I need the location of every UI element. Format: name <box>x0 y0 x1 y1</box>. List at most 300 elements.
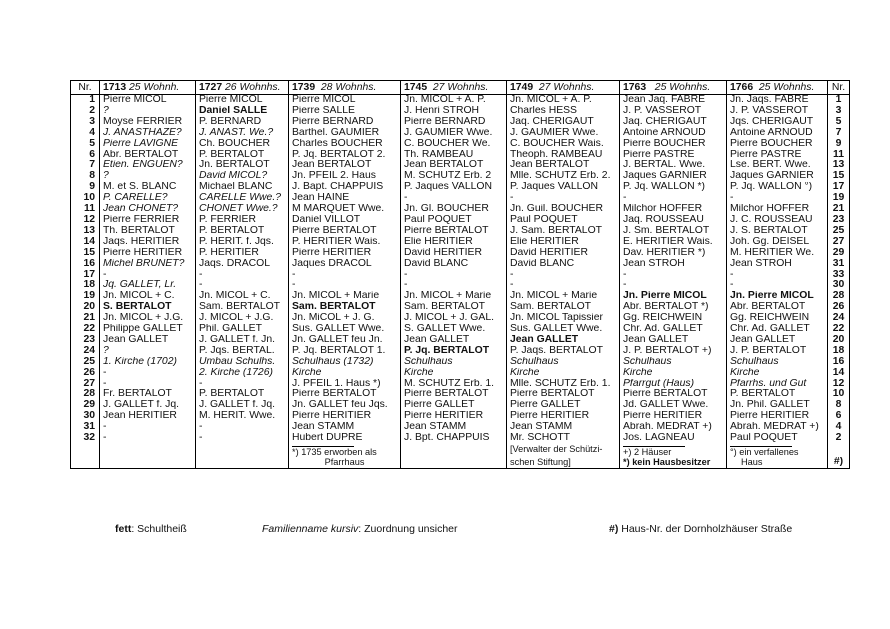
house-number: 5 <box>828 117 850 128</box>
table-cell: P. Jq. BERTALOT <box>401 346 507 357</box>
house-number: 3 <box>828 106 850 117</box>
table-cell: Jaques DRACOL <box>289 259 401 270</box>
table-cell: Jn. Pierre MICOL <box>727 291 828 302</box>
table-cell: J. P. VASSEROT <box>620 106 727 117</box>
table-cell: J. GALLET f. Jn. <box>196 335 289 346</box>
table-row <box>71 270 850 281</box>
table-cell: Pierre BERTALOT <box>507 389 620 400</box>
table-cell: Michel BRUNET? <box>100 259 196 270</box>
footnote-cell <box>100 444 196 457</box>
table-row <box>71 433 850 444</box>
table-cell: - <box>401 270 507 281</box>
household-table-wrapper <box>70 80 849 469</box>
footnote-hash-mark: #) <box>828 457 850 469</box>
footnote-verwalter <box>507 444 620 457</box>
footnote-cell <box>828 444 850 457</box>
table-cell: Kirche <box>507 368 620 379</box>
footnote-row <box>71 444 850 457</box>
house-number: 1 <box>828 95 850 106</box>
table-row <box>71 150 850 161</box>
table-cell: J. MICOL + J. GAL. <box>401 313 507 324</box>
footnote-row <box>71 457 850 469</box>
table-cell: Jn. Guil. BOUCHER <box>507 204 620 215</box>
table-cell: Pierre MICOL <box>100 95 196 106</box>
header-year: 1745 <box>404 82 428 93</box>
house-number: 2 <box>828 433 850 444</box>
table-row <box>71 160 850 171</box>
table-row <box>71 422 850 433</box>
table-cell: Fr. BERTALOT <box>100 389 196 400</box>
table-cell: - <box>196 422 289 433</box>
table-cell: Pfarrgut (Haus) <box>620 379 727 390</box>
house-number: 27 <box>828 237 850 248</box>
table-cell: C. BOUCHER We. <box>401 139 507 150</box>
footnote-pfarrhaus-2 <box>289 457 401 469</box>
table-cell: Jaq. ROUSSEAU <box>620 215 727 226</box>
house-number: 30 <box>828 280 850 291</box>
legend-hash-key: #) <box>609 523 619 535</box>
table-cell: S. GALLET Wwe. <box>401 324 507 335</box>
house-number: 11 <box>828 150 850 161</box>
table-cell: Jean GALLET <box>727 335 828 346</box>
house-number: 20 <box>828 335 850 346</box>
table-row <box>71 411 850 422</box>
header-households: 27 Wohnhs. <box>538 82 595 93</box>
legend-hash-text: Haus-Nr. der Dornholzhäuser Straße <box>618 523 793 535</box>
table-cell: Pierre GALLET <box>401 400 507 411</box>
header-col-1727 <box>196 81 289 95</box>
table-cell: Kirche <box>401 368 507 379</box>
header-year: 1727 <box>199 82 223 93</box>
table-row <box>71 215 850 226</box>
table-cell: Sam. BERTALOT <box>289 302 401 313</box>
table-cell: P. Jq. WALLON *) <box>620 182 727 193</box>
table-row <box>71 280 850 291</box>
house-number: 21 <box>828 204 850 215</box>
table-cell: P. Jaques VALLON <box>401 182 507 193</box>
table-cell: P. FERRIER <box>196 215 289 226</box>
table-row <box>71 400 850 411</box>
table-cell: - <box>100 368 196 379</box>
header-year: 1763 <box>623 82 647 93</box>
table-cell: M. et S. BLANC <box>100 182 196 193</box>
table-cell: Pierre BERTALOT <box>401 226 507 237</box>
table-cell: CHONET Wwe.? <box>196 204 289 215</box>
table-cell: P. Jq. BERTALOT 1. <box>289 346 401 357</box>
table-cell: Jean GALLET <box>507 335 620 346</box>
row-number: 5 <box>71 139 100 150</box>
table-cell: S. BERTALOT <box>100 302 196 313</box>
table-cell: J. PFEIL 1. Haus *) <box>289 379 401 390</box>
table-cell: J. P. BERTALOT <box>727 346 828 357</box>
table-cell: Jn. MICOL + Marie <box>507 291 620 302</box>
header-nr: Nr. <box>71 81 100 95</box>
table-cell: Jn. MICOL Tapissier <box>507 313 620 324</box>
table-row <box>71 259 850 270</box>
table-cell: Jean BERTALOT <box>401 160 507 171</box>
row-number: 13 <box>71 226 100 237</box>
table-cell: Pierre BERTALOT <box>620 389 727 400</box>
table-cell: Moyse FERRIER <box>100 117 196 128</box>
table-cell: 1. Kirche (1702) <box>100 357 196 368</box>
house-number: 9 <box>828 139 850 150</box>
table-cell: Daniel VILLOT <box>289 215 401 226</box>
house-number: 17 <box>828 182 850 193</box>
table-cell: Abr. BERTALOT <box>727 302 828 313</box>
table-row <box>71 226 850 237</box>
table-cell: David BLANC <box>507 259 620 270</box>
footnote-verfallen-2 <box>727 457 828 469</box>
table-row <box>71 291 850 302</box>
table-cell: Schulhaus <box>620 357 727 368</box>
table-cell: - <box>507 280 620 291</box>
table-cell: P. Jaqs. BERTALOT <box>507 346 620 357</box>
house-number: 19 <box>828 193 850 204</box>
house-number: 22 <box>828 324 850 335</box>
table-cell: David HERITIER <box>401 248 507 259</box>
row-number: 20 <box>71 302 100 313</box>
table-cell: Pierre BOUCHER <box>727 139 828 150</box>
table-row <box>71 313 850 324</box>
table-cell: Lse. BERT. Wwe. <box>727 160 828 171</box>
table-row <box>71 357 850 368</box>
table-cell: Sam. BERTALOT <box>507 302 620 313</box>
table-cell: Abr. BERTALOT <box>100 150 196 161</box>
table-cell: David HERITIER <box>507 248 620 259</box>
table-cell: Mr. SCHOTT <box>507 433 620 444</box>
table-cell: Jean GALLET <box>100 335 196 346</box>
table-cell: Sus. GALLET Wwe. <box>507 324 620 335</box>
table-cell: Michael BLANC <box>196 182 289 193</box>
table-cell: Charles HESS <box>507 106 620 117</box>
footnote-haeuser <box>620 444 727 457</box>
table-cell: Jq. GALLET, Lr. <box>100 280 196 291</box>
table-cell: J. GAUMIER Wwe. <box>507 128 620 139</box>
table-row <box>71 128 850 139</box>
table-cell: Jean STAMM <box>401 422 507 433</box>
header-col-1763 <box>620 81 727 95</box>
legend-bold-key: fett <box>115 523 132 535</box>
table-cell: M. SCHÜTZ Erb. 1. <box>401 379 507 390</box>
footnote-text: schen Stiftung] <box>510 457 571 468</box>
table-cell: Abr. BERTALOT *) <box>620 302 727 313</box>
table-cell: Gg. REICHWEIN <box>727 313 828 324</box>
row-number: 22 <box>71 324 100 335</box>
house-number: 24 <box>828 313 850 324</box>
table-cell: Jean GALLET <box>401 335 507 346</box>
table-cell: Etien. ENGUEN? <box>100 160 196 171</box>
table-cell: Jqs. CHÉRIGAUT <box>727 117 828 128</box>
legend-italic <box>262 523 458 535</box>
header-households: 26 Wohnhs. <box>225 82 281 93</box>
table-cell: Jn. MICOL + C. <box>100 291 196 302</box>
header-col-1766 <box>727 81 828 95</box>
header-households: 25 Wohnhs. <box>758 82 815 93</box>
table-cell: Pierre MICOL <box>196 95 289 106</box>
house-number: 7 <box>828 128 850 139</box>
table-cell: 2. Kirche (1726) <box>196 368 289 379</box>
table-cell: - <box>507 193 620 204</box>
table-cell: Jaques GARNIER <box>620 171 727 182</box>
row-number: 15 <box>71 248 100 259</box>
table-cell: Dav. HERITIER *) <box>620 248 727 259</box>
table-cell: Pierre BOUCHER <box>620 139 727 150</box>
table-row <box>71 389 850 400</box>
row-number: 26 <box>71 368 100 379</box>
footnote-cell <box>401 444 507 457</box>
table-cell: P. HERITIER Wais. <box>289 237 401 248</box>
table-cell: Pierre HERITIER <box>100 248 196 259</box>
legend-bold-text: : Schultheiß <box>131 523 187 535</box>
table-row <box>71 139 850 150</box>
table-cell: - <box>401 193 507 204</box>
row-number: 18 <box>71 280 100 291</box>
table-cell: J. Sam. BERTALOT <box>507 226 620 237</box>
table-row <box>71 237 850 248</box>
table-row <box>71 171 850 182</box>
table-cell: Milchor HOFFER <box>620 204 727 215</box>
table-cell: Theoph. RAMBEAU <box>507 150 620 161</box>
house-number: 4 <box>828 422 850 433</box>
table-cell: Jn. MICOL + A. P. <box>507 95 620 106</box>
table-cell: Schulhaus <box>507 357 620 368</box>
table-cell: Barthel. GAUMIER <box>289 128 401 139</box>
table-body <box>71 95 850 469</box>
house-number: 12 <box>828 379 850 390</box>
table-cell: Sus. GALLET Wwe. <box>289 324 401 335</box>
table-header-row <box>71 81 850 95</box>
table-cell: Antoine ARNOUD <box>727 128 828 139</box>
table-cell: Jn. MiCOL + J. G. <box>289 313 401 324</box>
row-number: 19 <box>71 291 100 302</box>
table-cell: P. Jq. BERTALOT 2. <box>289 150 401 161</box>
table-cell: J. GAUMIER Wwe. <box>401 128 507 139</box>
footnote-cell <box>196 444 289 457</box>
table-cell: - <box>196 433 289 444</box>
table-cell: Pierre HERITIER <box>507 411 620 422</box>
footnote-text: *) 1735 erworben als <box>292 447 377 457</box>
table-row <box>71 335 850 346</box>
table-cell: J. ANAST. We.? <box>196 128 289 139</box>
table-cell: Jean STAMM <box>507 422 620 433</box>
table-cell: Jean HERITIER <box>100 411 196 422</box>
table-cell: Kirche <box>289 368 401 379</box>
table-cell: P. Jaques VALLON <box>507 182 620 193</box>
table-cell: P. CARELLE? <box>100 193 196 204</box>
table-cell: - <box>507 270 620 281</box>
table-cell: Pierre BERTALOT <box>401 389 507 400</box>
table-row <box>71 368 850 379</box>
table-cell: - <box>100 433 196 444</box>
table-cell: Jn. MICOL + A. P. <box>401 95 507 106</box>
row-number: 12 <box>71 215 100 226</box>
row-number: 21 <box>71 313 100 324</box>
table-cell: - <box>620 280 727 291</box>
table-cell: Milchor HOFFER <box>727 204 828 215</box>
house-number: 14 <box>828 368 850 379</box>
table-cell: Jn. Jaqs. FABRE <box>727 95 828 106</box>
table-cell: Umbau Schulhs. <box>196 357 289 368</box>
header-col-1745 <box>401 81 507 95</box>
table-cell: J. C. ROUSSEAU <box>727 215 828 226</box>
legend-italic-key: Familienname kursiv <box>262 523 359 535</box>
table-cell: Pierre GALLET <box>507 400 620 411</box>
table-cell: C. BOUCHER Wais. <box>507 139 620 150</box>
row-number: 10 <box>71 193 100 204</box>
row-number: 27 <box>71 379 100 390</box>
table-cell: Pierre HERITIER <box>289 411 401 422</box>
table-cell: Schulhaus <box>727 357 828 368</box>
table-row <box>71 182 850 193</box>
header-year: 1713 <box>103 82 127 93</box>
table-cell: Charles BOUCHER <box>289 139 401 150</box>
table-row <box>71 248 850 259</box>
row-number: 24 <box>71 346 100 357</box>
table-cell: P. HÉRIT. f. Jqs. <box>196 237 289 248</box>
table-cell: P. HERITIER <box>196 248 289 259</box>
row-number: 9 <box>71 182 100 193</box>
table-cell: Jean Jaq. FABRE <box>620 95 727 106</box>
table-cell: Elie HERITIER <box>401 237 507 248</box>
table-row <box>71 95 850 106</box>
table-cell: Jn. Pierre MICOL <box>620 291 727 302</box>
table-cell: Pierre BERNARD <box>289 117 401 128</box>
row-number: 25 <box>71 357 100 368</box>
table-cell: Jn. MICOL + J.G. <box>100 313 196 324</box>
table-cell: - <box>100 422 196 433</box>
table-cell: Jn. Gl. BOUCHER <box>401 204 507 215</box>
footnote-cell <box>71 457 100 469</box>
house-number: 23 <box>828 215 850 226</box>
table-cell: Pierre SALLE <box>289 106 401 117</box>
table-row <box>71 106 850 117</box>
house-number: 25 <box>828 226 850 237</box>
table-cell: Jaqs. HERITIER <box>100 237 196 248</box>
table-cell: Jn. Phil. GALLET <box>727 400 828 411</box>
table-cell: J. Henri STROH <box>401 106 507 117</box>
table-cell: E. HERITIER Wais. <box>620 237 727 248</box>
house-number: 28 <box>828 291 850 302</box>
row-number: 6 <box>71 150 100 161</box>
house-number: 26 <box>828 302 850 313</box>
table-row <box>71 346 850 357</box>
table-cell: - <box>620 193 727 204</box>
table-cell: J. MICOL + J.G. <box>196 313 289 324</box>
table-cell: Jean STROH <box>727 259 828 270</box>
header-col-1713 <box>100 81 196 95</box>
table-cell: Chr. Ad. GALLET <box>620 324 727 335</box>
table-cell: Jn. GALLET feu Jn. <box>289 335 401 346</box>
table-cell: Elie HERITIER <box>507 237 620 248</box>
table-cell: Jean BERTALOT <box>289 160 401 171</box>
table-cell: Pierre FERRIER <box>100 215 196 226</box>
house-number: 16 <box>828 357 850 368</box>
header-col-1739 <box>289 81 401 95</box>
table-cell: Jaq. CHERIGAUT <box>507 117 620 128</box>
footnote-text: °) ein verfallenes <box>730 447 799 457</box>
row-number: 23 <box>71 335 100 346</box>
table-cell: Jos. LAGNEAU <box>620 433 727 444</box>
table-cell: J. GALLET f. Jq. <box>196 400 289 411</box>
table-cell: P. BERTALOT <box>727 389 828 400</box>
table-cell: ? <box>100 346 196 357</box>
table-cell: M. HERITIER We. <box>727 248 828 259</box>
table-cell: Pierre PASTRE <box>620 150 727 161</box>
table-cell: Jean CHONET? <box>100 204 196 215</box>
table-cell: J. BERTAL. Wwe. <box>620 160 727 171</box>
table-cell: Th. RAMBEAU <box>401 150 507 161</box>
table-cell: M. HERIT. Wwe. <box>196 411 289 422</box>
table-cell: Pierre BERNARD <box>401 117 507 128</box>
table-cell: Daniel SALLE <box>196 106 289 117</box>
table-cell: J. S. BERTALOT <box>727 226 828 237</box>
header-households: 28 Wohnhs. <box>320 82 377 93</box>
table-cell: Chr. Ad. GALLET <box>727 324 828 335</box>
table-cell: Jaqs. DRACOL <box>196 259 289 270</box>
header-year: 1766 <box>730 82 754 93</box>
table-cell: M MARQUET Wwe. <box>289 204 401 215</box>
row-number: 30 <box>71 411 100 422</box>
row-number: 32 <box>71 433 100 444</box>
table-cell: P. Jq. WALLON °) <box>727 182 828 193</box>
row-number: 16 <box>71 259 100 270</box>
footnote-cell <box>196 457 289 469</box>
header-year: 1739 <box>292 82 316 93</box>
table-cell: Jn. MICOL + Marie <box>289 291 401 302</box>
house-number: 18 <box>828 346 850 357</box>
house-number: 10 <box>828 389 850 400</box>
table-cell: Jean HAINE <box>289 193 401 204</box>
header-households: 25 Wohnh. <box>129 82 180 93</box>
table-cell: P. BERTALOT <box>196 226 289 237</box>
footnote-haeuser-2 <box>620 457 727 469</box>
table-cell: Jd. GALLET Wwe. <box>620 400 727 411</box>
table-cell: ? <box>100 106 196 117</box>
table-cell: Paul POQUET <box>727 433 828 444</box>
header-col-1749 <box>507 81 620 95</box>
row-number: 31 <box>71 422 100 433</box>
table-cell: - <box>196 280 289 291</box>
table-row <box>71 324 850 335</box>
table-cell: Jn. PFEIL 2. Haus <box>289 171 401 182</box>
house-number: 8 <box>828 400 850 411</box>
table-cell: Pierre HERITIER <box>620 411 727 422</box>
table-cell: J. Bpt. CHAPPUIS <box>401 433 507 444</box>
table-cell: CARELLE Wwe.? <box>196 193 289 204</box>
table-cell: Jean STROH <box>620 259 727 270</box>
table-row <box>71 379 850 390</box>
table-cell: P. BERNARD <box>196 117 289 128</box>
table-cell: Jaques GARNIER <box>727 171 828 182</box>
table-cell: P. BERTALOT <box>196 150 289 161</box>
header-households: 25 Wohnhs. <box>654 82 711 93</box>
table-cell: Pierre HERITIER <box>401 411 507 422</box>
table-cell: J. GALLET f. Jq. <box>100 400 196 411</box>
table-cell: Pierre MICOL <box>289 95 401 106</box>
table-cell: Ch. BOUCHER <box>196 139 289 150</box>
house-number: 13 <box>828 160 850 171</box>
table-cell: Phil. GALLET <box>196 324 289 335</box>
footnote-text: [Verwalter der Schützi- <box>510 444 603 454</box>
table-cell: Jaq. CHERIGAUT <box>620 117 727 128</box>
footnote-verfallen <box>727 444 828 457</box>
table-cell: Jn. MICOL + C. <box>196 291 289 302</box>
table-cell: Philippe GALLET <box>100 324 196 335</box>
table-cell: Schulhaus (1732) <box>289 357 401 368</box>
table-cell: Th. BERTALOT <box>100 226 196 237</box>
table-cell: Schulhaus <box>401 357 507 368</box>
table-cell: Jean GALLET <box>620 335 727 346</box>
